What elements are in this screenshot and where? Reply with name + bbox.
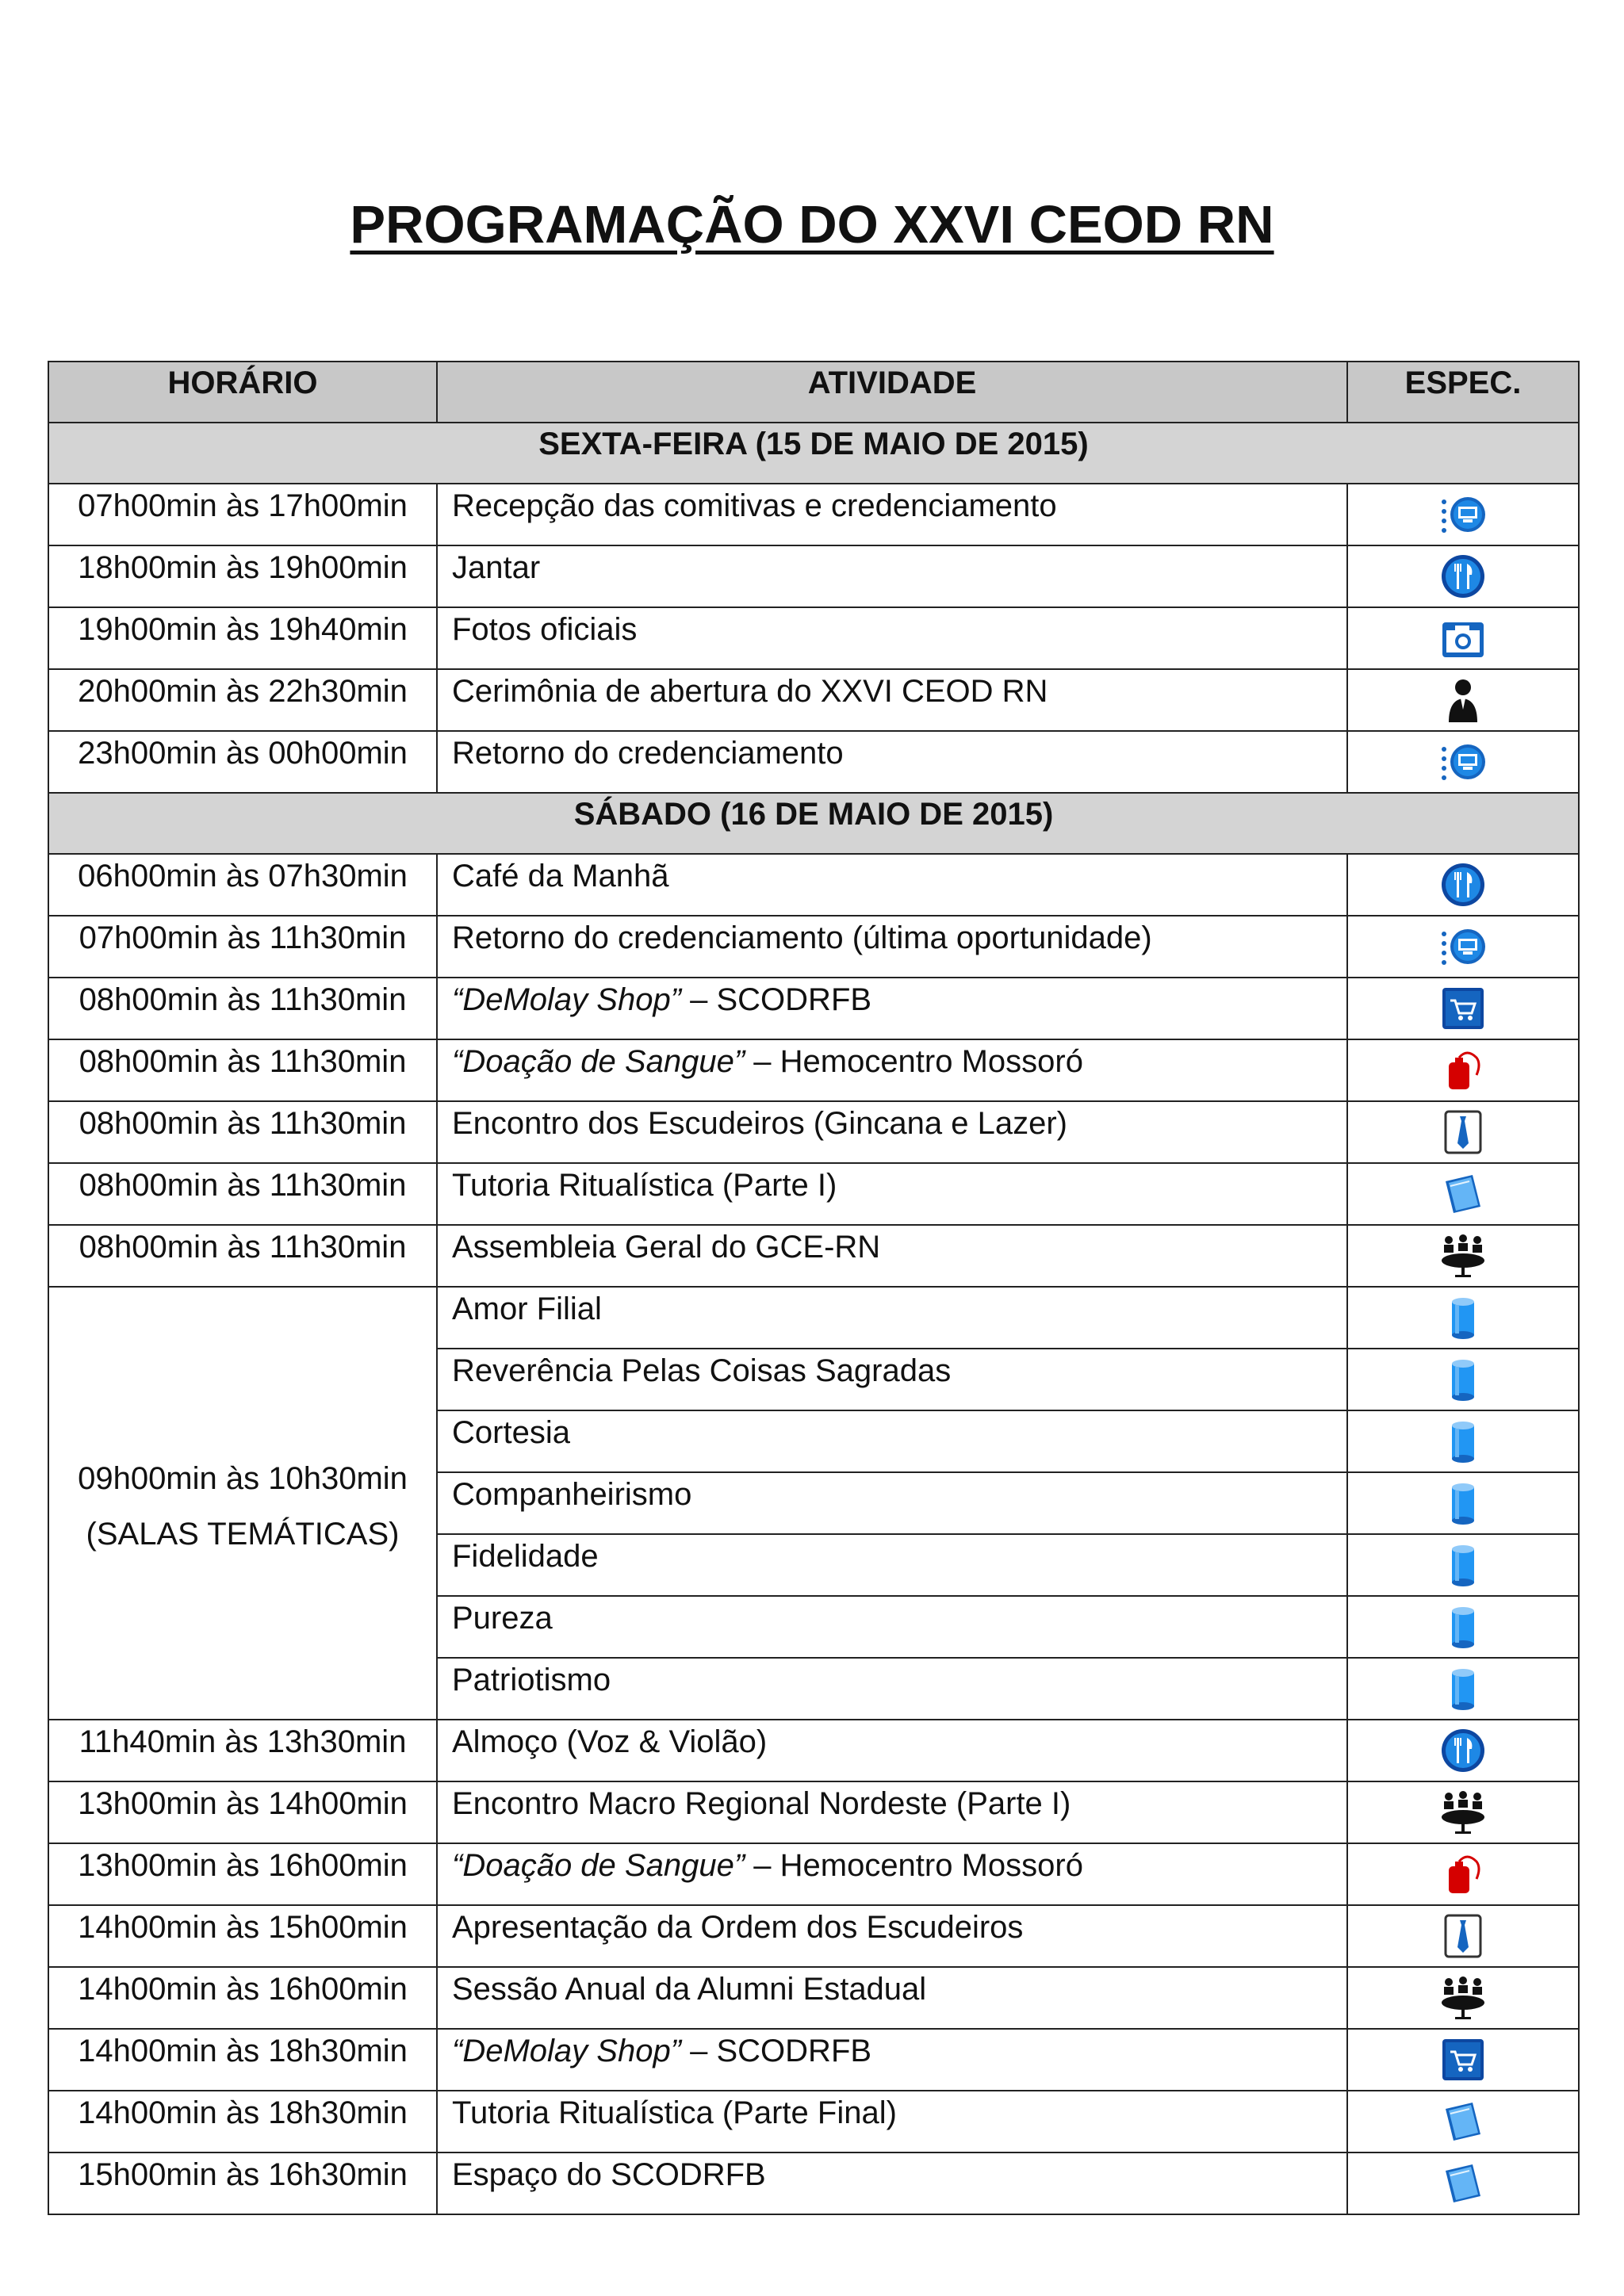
- computer-icon: [1439, 738, 1487, 786]
- themed-note: (SALAS TEMÁTICAS): [86, 1516, 400, 1552]
- table-row: [48, 854, 1579, 916]
- meeting-icon: [1439, 1974, 1487, 2022]
- time-cell: 14h00min às 18h30min: [48, 2091, 437, 2152]
- spec-cell: [1347, 1472, 1579, 1534]
- activity-cell: [437, 854, 1347, 916]
- time-cell: 08h00min às 11h30min: [48, 1101, 437, 1163]
- activity-cell: [437, 731, 1347, 793]
- table-row: [48, 1101, 1579, 1163]
- spec-cell: [1347, 2029, 1579, 2091]
- time-cell: 08h00min às 11h30min: [48, 1039, 437, 1101]
- themed-time-cell: [48, 1287, 437, 1720]
- meeting-icon: [1439, 1232, 1487, 1280]
- table-row: [48, 1225, 1579, 1287]
- activity-cell: [437, 1287, 1347, 1349]
- activity-text: Retorno do credenciamento: [452, 736, 844, 771]
- table-row: [48, 1287, 1579, 1349]
- blood-bag-icon: [1439, 1850, 1487, 1898]
- table-row: [48, 731, 1579, 793]
- time-cell: 14h00min às 18h30min: [48, 2029, 437, 2091]
- meeting-icon: [1439, 1789, 1487, 1836]
- activity-cell: [437, 1967, 1347, 2029]
- tie-icon: [1439, 1108, 1487, 1156]
- time-cell: 13h00min às 16h00min: [48, 1843, 437, 1905]
- blood-bag-icon: [1439, 1047, 1487, 1094]
- room-name: Fidelidade: [452, 1539, 599, 1574]
- activity-rest: – SCODRFB: [681, 2034, 872, 2068]
- room-name: Amor Filial: [452, 1292, 602, 1326]
- time-cell: 08h00min às 11h30min: [48, 1225, 437, 1287]
- activity-rest: – Hemocentro Mossoró: [745, 1848, 1083, 1883]
- spec-cell: [1347, 484, 1579, 545]
- spec-cell: [1347, 1039, 1579, 1101]
- table-row: [48, 1843, 1579, 1905]
- activity-text: Recepção das comitivas e credenciamento: [452, 488, 1057, 523]
- activity-cell: [437, 545, 1347, 607]
- spec-cell: [1347, 1101, 1579, 1163]
- activity-text: Tutoria Ritualística (Parte Final): [452, 2095, 897, 2130]
- cylinder-icon: [1439, 1541, 1487, 1589]
- table-row: [48, 978, 1579, 1039]
- room-name: Cortesia: [452, 1415, 570, 1450]
- activity-italic: “DeMolay Shop”: [452, 982, 682, 1017]
- time-cell: 06h00min às 07h30min: [48, 854, 437, 916]
- activity-cell: [437, 2029, 1347, 2091]
- page-title-text: PROGRAMAÇÃO DO XXVI CEOD RN: [350, 195, 1274, 254]
- table-row: [48, 1720, 1579, 1781]
- cylinder-icon: [1439, 1479, 1487, 1527]
- activity-cell: [437, 2091, 1347, 2152]
- room-name: Companheirismo: [452, 1477, 692, 1512]
- table-row: [48, 1967, 1579, 2029]
- activity-cell: [437, 1101, 1347, 1163]
- cart-icon: [1439, 2036, 1487, 2084]
- table-row: [48, 484, 1579, 545]
- book-icon: [1439, 1170, 1487, 1218]
- spec-cell: [1347, 854, 1579, 916]
- activity-cell: [437, 1472, 1347, 1534]
- time-cell: 08h00min às 11h30min: [48, 1163, 437, 1225]
- activity-text: Espaço do SCODRFB: [452, 2157, 766, 2192]
- book-icon: [1439, 2098, 1487, 2145]
- spec-cell: [1347, 1225, 1579, 1287]
- table-row: [48, 545, 1579, 607]
- day-label: SÁBADO (16 DE MAIO DE 2015): [48, 793, 1579, 854]
- spec-cell: [1347, 1596, 1579, 1658]
- activity-text: Tutoria Ritualística (Parte I): [452, 1168, 837, 1203]
- activity-cell: [437, 2152, 1347, 2214]
- table-row: [48, 2091, 1579, 2152]
- activity-text: Cerimônia de abertura do XXVI CEOD RN: [452, 674, 1048, 709]
- time-cell: 19h00min às 19h40min: [48, 607, 437, 669]
- activity-text: Assembleia Geral do GCE-RN: [452, 1230, 881, 1265]
- spec-cell: [1347, 1905, 1579, 1967]
- spec-cell: [1347, 1781, 1579, 1843]
- time-cell: 20h00min às 22h30min: [48, 669, 437, 731]
- person-icon: [1439, 676, 1487, 724]
- header-time: HORÁRIO: [48, 362, 437, 423]
- book-icon: [1439, 2160, 1487, 2207]
- time-cell: 11h40min às 13h30min: [48, 1720, 437, 1781]
- activity-cell: [437, 1781, 1347, 1843]
- cylinder-icon: [1439, 1356, 1487, 1403]
- spec-cell: [1347, 978, 1579, 1039]
- spec-cell: [1347, 1287, 1579, 1349]
- time-cell: 15h00min às 16h30min: [48, 2152, 437, 2214]
- activity-cell: [437, 607, 1347, 669]
- cylinder-icon: [1439, 1294, 1487, 1341]
- spec-cell: [1347, 2152, 1579, 2214]
- table-row: [48, 1905, 1579, 1967]
- spec-cell: [1347, 916, 1579, 978]
- cutlery-icon: [1439, 1727, 1487, 1774]
- spec-cell: [1347, 1720, 1579, 1781]
- activity-cell: [437, 669, 1347, 731]
- activity-text: Jantar: [452, 550, 541, 585]
- table-row: [48, 1039, 1579, 1101]
- table-row: [48, 2029, 1579, 2091]
- activity-cell: [437, 1039, 1347, 1101]
- activity-italic: “Doação de Sangue”: [452, 1044, 745, 1079]
- activity-cell: [437, 1905, 1347, 1967]
- cylinder-icon: [1439, 1665, 1487, 1712]
- activity-cell: [437, 1596, 1347, 1658]
- spec-cell: [1347, 1163, 1579, 1225]
- activity-cell: [437, 978, 1347, 1039]
- activity-text: Encontro Macro Regional Nordeste (Parte I): [452, 1786, 1071, 1821]
- activity-text: Sessão Anual da Alumni Estadual: [452, 1972, 927, 2007]
- spec-cell: [1347, 1967, 1579, 2029]
- table-row: [48, 1163, 1579, 1225]
- cutlery-icon: [1439, 861, 1487, 909]
- activity-cell: [437, 1163, 1347, 1225]
- table-row: [48, 669, 1579, 731]
- time-cell: 23h00min às 00h00min: [48, 731, 437, 793]
- activity-text: Café da Manhã: [452, 859, 669, 894]
- activity-cell: [437, 916, 1347, 978]
- activity-rest: – Hemocentro Mossoró: [745, 1044, 1083, 1079]
- cylinder-icon: [1439, 1603, 1487, 1651]
- spec-cell: [1347, 1658, 1579, 1720]
- activity-text: Apresentação da Ordem dos Escudeiros: [452, 1910, 1024, 1945]
- activity-rest: – SCODRFB: [681, 982, 872, 1017]
- header-row: [48, 362, 1579, 423]
- activity-cell: [437, 1225, 1347, 1287]
- spec-cell: [1347, 669, 1579, 731]
- page-title: [0, 194, 1624, 255]
- activity-cell: [437, 1349, 1347, 1410]
- spec-cell: [1347, 607, 1579, 669]
- room-name: Pureza: [452, 1601, 553, 1636]
- day-row: [48, 793, 1579, 854]
- header-activity: ATIVIDADE: [437, 362, 1347, 423]
- time-cell: 14h00min às 15h00min: [48, 1905, 437, 1967]
- spec-cell: [1347, 1843, 1579, 1905]
- cylinder-icon: [1439, 1418, 1487, 1465]
- table-row: [48, 1781, 1579, 1843]
- activity-italic: “Doação de Sangue”: [452, 1848, 745, 1883]
- spec-cell: [1347, 1410, 1579, 1472]
- activity-text: Encontro dos Escudeiros (Gincana e Lazer): [452, 1106, 1067, 1141]
- spec-cell: [1347, 1534, 1579, 1596]
- cart-icon: [1439, 985, 1487, 1032]
- themed-time: 09h00min às 10h30min: [78, 1460, 408, 1496]
- activity-cell: [437, 484, 1347, 545]
- time-cell: 08h00min às 11h30min: [48, 978, 437, 1039]
- activity-text: Fotos oficiais: [452, 612, 638, 647]
- cutlery-icon: [1439, 553, 1487, 600]
- tie-icon: [1439, 1912, 1487, 1960]
- activity-cell: [437, 1720, 1347, 1781]
- activity-text: Retorno do credenciamento (última oportunidade): [452, 920, 1152, 955]
- spec-cell: [1347, 2091, 1579, 2152]
- computer-icon: [1439, 923, 1487, 970]
- activity-text: Almoço (Voz & Violão): [452, 1724, 768, 1759]
- spec-cell: [1347, 731, 1579, 793]
- computer-icon: [1439, 491, 1487, 538]
- activity-cell: [437, 1658, 1347, 1720]
- activity-cell: [437, 1843, 1347, 1905]
- time-cell: 14h00min às 16h00min: [48, 1967, 437, 2029]
- day-row: [48, 423, 1579, 484]
- room-name: Patriotismo: [452, 1663, 611, 1697]
- time-cell: 07h00min às 11h30min: [48, 916, 437, 978]
- time-cell: 13h00min às 14h00min: [48, 1781, 437, 1843]
- time-cell: 07h00min às 17h00min: [48, 484, 437, 545]
- table-row: [48, 607, 1579, 669]
- activity-cell: [437, 1534, 1347, 1596]
- time-cell: 18h00min às 19h00min: [48, 545, 437, 607]
- activity-italic: “DeMolay Shop”: [452, 2034, 682, 2068]
- activity-cell: [437, 1410, 1347, 1472]
- table-row: [48, 2152, 1579, 2214]
- schedule-table: [48, 361, 1580, 2215]
- header-spec: ESPEC.: [1347, 362, 1579, 423]
- room-name: Reverência Pelas Coisas Sagradas: [452, 1353, 952, 1388]
- day-label: SEXTA-FEIRA (15 DE MAIO DE 2015): [48, 423, 1579, 484]
- table-row: [48, 916, 1579, 978]
- spec-cell: [1347, 1349, 1579, 1410]
- camera-icon: [1439, 614, 1487, 662]
- spec-cell: [1347, 545, 1579, 607]
